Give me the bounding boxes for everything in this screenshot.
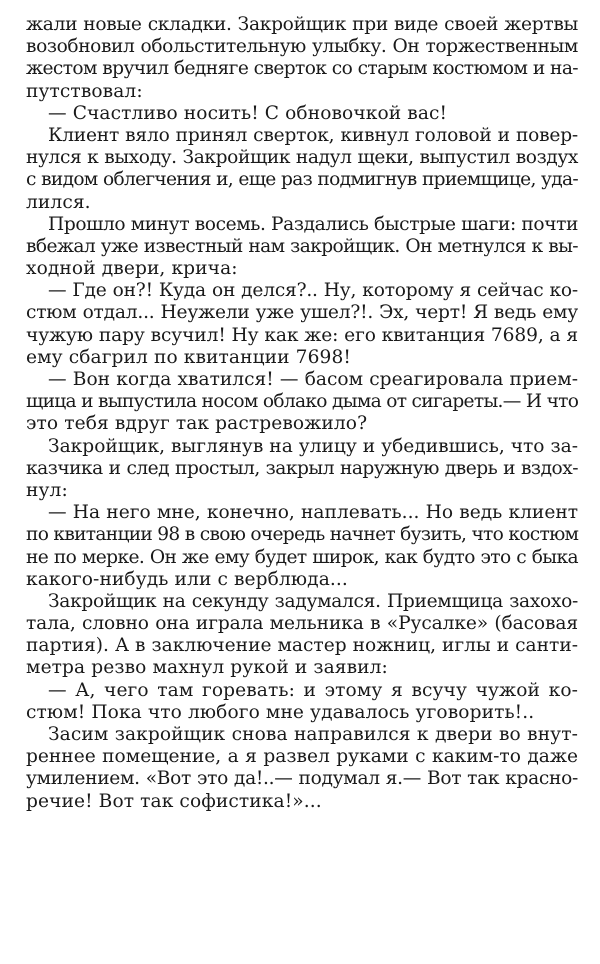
text-line: вбежал уже известный нам закройщик. Он метнулся к вы-: [26, 235, 578, 257]
text-line: ходной двери, крича:: [26, 258, 238, 280]
text-line: с видом облегчения и, еще раз подмигнув приемщице, уда-: [26, 169, 578, 191]
text-line: жали новые складки. Закройщик при виде своей жертвы: [26, 14, 578, 35]
text-line: — Счастливо носить! С обновочкой вас!: [48, 102, 448, 124]
text-line: стюм отдал... Неужели уже ушел?!. Эх, черт! Я ведь ему: [26, 302, 578, 324]
text-line: Засим закройщик снова направился к двери во внут-: [48, 724, 578, 745]
text-line: возобновил обольстительную улыбку. Он торжественным: [26, 36, 578, 58]
text-line: стюм! Пока что любого мне удавалось уговорить!..: [26, 701, 535, 723]
body-text: [26, 14, 578, 813]
text-line: нулся к выходу. Закройщик надул щеки, выпустил воздух: [26, 147, 578, 169]
text-line: Прошло минут восемь. Раздались быстрые шаги: почти: [48, 213, 578, 235]
text-line: — Где он?! Куда он делся?.. Ну, которому я сейчас ко-: [48, 280, 578, 302]
text-line: путствовал:: [26, 80, 143, 102]
text-line: это тебя вдруг так растревожило?: [26, 413, 368, 435]
text-line: метра резво махнул рукой и заявил:: [26, 657, 388, 679]
text-line: по квитанции 98 в свою очередь начнет бузить, что костюм: [26, 524, 579, 546]
text-line: казчика и след простыл, закрыл наружную дверь и вздох-: [26, 457, 578, 479]
text-line: какого-нибудь или с верблюда...: [26, 568, 348, 590]
text-line: нул:: [26, 479, 68, 501]
text-line: речие! Вот так софистика!»...: [26, 790, 322, 812]
text-line: тала, словно она играла мельника в «Русалке» (басовая: [26, 613, 578, 635]
text-line: Клиент вяло принял сверток, кивнул головой и повер-: [48, 124, 578, 146]
text-line: не по мерке. Он же ему будет широк, как будто это с быка: [26, 546, 578, 568]
text-line: жестом вручил бедняге сверток со старым костюмом и на-: [26, 58, 578, 80]
text-line: — Вон когда хватился! — басом среагировала прием-: [48, 369, 578, 390]
text-line: Закройщик на секунду задумался. Приемщица захохо-: [48, 590, 578, 612]
text-line: реннее помещение, а я развел руками с каким-то даже: [26, 746, 578, 768]
text-line: Закройщик, выглянув на улицу и убедившись, что за-: [48, 435, 578, 457]
text-line: — А, чего там горевать: и этому я всучу чужой ко-: [48, 679, 578, 701]
text-line: партия). А в заключение мастер ножниц, иглы и санти-: [26, 635, 578, 657]
text-line: чужую пару всучил! Ну как же: его квитанция 7689, а я: [26, 324, 578, 346]
text-line: лился.: [26, 191, 91, 213]
text-line: ему сбагрил по квитанции 7698!: [26, 346, 351, 368]
text-line: щица и выпустила носом облако дыма от сигареты.— И что: [26, 391, 579, 413]
text-line: — На него мне, конечно, наплевать... Но ведь клиент: [48, 502, 578, 524]
text-line: умилением. «Вот это да!..— подумал я.— Вот так красно-: [26, 768, 578, 790]
